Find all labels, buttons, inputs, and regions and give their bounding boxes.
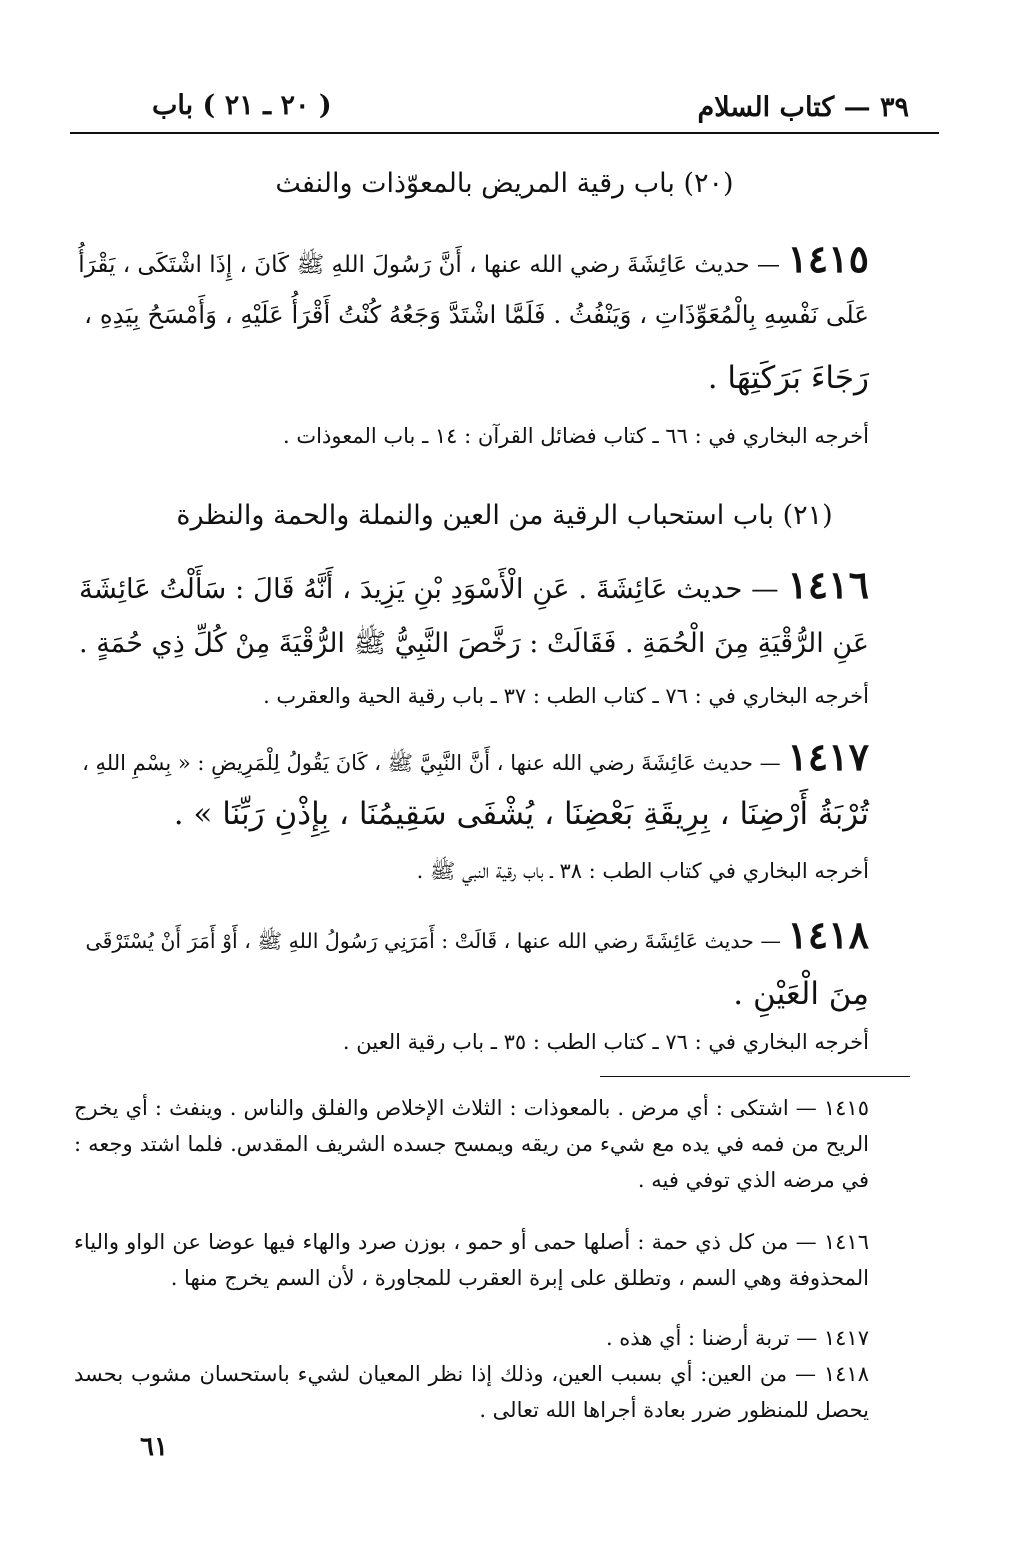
hadith-1415-line3: رَجَاءَ بَرَكَتِهَا . — [707, 360, 869, 396]
hadith-1415-line2: عَلَى نَفْسِهِ بِالْمُعَوِّذَاتِ ، وَيَنْفُثُ . فَلَمَّا اشْتَدَّ وَجَعُهُ كُنْتُ أَقْرَأُ عَلَيْهِ ، وَأَمْسَحُ بِيَدِهِ ، — [84, 300, 869, 329]
section-heading-20: (٢٠) باب رقية المريض بالمعوّذات والنفث — [275, 168, 734, 199]
hadith-1415-line1 — [78, 236, 869, 284]
section-heading-21: (٢١) باب استحباب الرقية من العين والنملة والحمة والنظرة — [176, 500, 833, 531]
book-title: ٣٩ — كتاب السلام — [697, 92, 909, 123]
chapter-range: ( ٢٠ ـ ٢١ ) باب — [152, 90, 332, 121]
hadith-text: — حديث عَائِشَةَ رضي الله عنها ، أَنَّ النَّبِيَّ ﷺ ، كَانَ يَقُولُ لِلْمَرِيضِ : « بِسْمِ اللهِ ، — [82, 751, 781, 775]
hadith-text: — حديث عَائِشَةَ . عَنِ الْأَسْوَدِ بْنِ يَزِيدَ ، أَنَّهُ قَالَ : سَأَلْتُ عَائِشَةَ — [79, 573, 779, 605]
hadith-1418-line1 — [78, 912, 869, 959]
hadith-number: ١٤١٨ — [787, 912, 869, 957]
hadith-1418-line2: مِنَ الْعَيْنِ . — [733, 976, 869, 1012]
hadith-number: ١٤١٦ — [787, 562, 869, 607]
hadith-text: — حديث عَائِشَةَ رضي الله عنها ، قَالَتْ : أَمَرَنِي رَسُولُ اللهِ ﷺ ، أَوْ أَمَرَ أَنْ يُسْتَرْقَى — [85, 929, 781, 953]
hadith-1417-line1 — [78, 734, 869, 781]
hadith-number: ١٤١٥ — [787, 236, 869, 281]
hadith-1418-source: أخرجه البخاري في : ٧٦ ـ كتاب الطب : ٣٥ ـ باب رقية العين . — [342, 1030, 869, 1054]
hadith-1416-line2: عَنِ الرُّقْيَةِ مِنَ الْحُمَةِ . فَقَالَتْ : رَخَّصَ النَّبِيُّ ﷺ الرُّقْيَةَ مِنْ كُلِّ ذِي حُمَةٍ . — [79, 628, 869, 659]
footnote-divider — [600, 1076, 910, 1077]
hadith-number: ١٤١٧ — [787, 734, 869, 779]
footnote-1415: ١٤١٥ — اشتكى : أي مرض . بالمعوذات : الثلاث الإخلاص والفلق والناس . وينفث : أي يخرج الريح من فمه في يده مع شيء من ريقه ويمسح جسده الشريف المقدس. فلما اشتد وجعه : في مرضه الذي توفي فيه . — [74, 1096, 869, 1192]
running-header — [70, 88, 939, 134]
hadith-1417-source: أخرجه البخاري في كتاب الطب : ٣٨ ـ باب رقية النبي ﷺ . — [416, 859, 869, 883]
hadith-text: — حديث عَائِشَةَ رضي الله عنها ، أَنَّ رَسُولَ اللهِ ﷺ كَانَ ، إِذَا اشْتَكَى ، يَقْرَأُ — [78, 252, 781, 278]
hadith-1416-source: أخرجه البخاري في : ٧٦ ـ كتاب الطب : ٣٧ ـ باب رقية الحية والعقرب . — [263, 684, 869, 708]
hadith-1416-line1 — [78, 562, 869, 607]
footnote-1418: ١٤١٨ — من العين: أي بسبب العين، وذلك إذا نظر المعيان لشيء باستحسان مشوب بحسد يحصل للمنظور ضرر بعادة أجراها الله تعالى . — [74, 1362, 869, 1422]
footnote-1417: ١٤١٧ — تربة أرضنا : أي هذه . — [605, 1326, 869, 1350]
footnote-1416: ١٤١٦ — من كل ذي حمة : أصلها حمى أو حمو ، بوزن صرد والهاء فيها عوضا عن الواو والياء المحذوفة وهي السم ، وتطلق على إبرة العقرب للمجاورة ، لأن السم يخرج منها . — [74, 1230, 869, 1290]
page-number: ٦١ — [140, 1432, 168, 1462]
hadith-1417-line2: تُرْبَةُ أَرْضِنَا ، بِرِيقَةِ بَعْضِنَا ، يُشْفَى سَقِيمُنَا ، بِإِذْنِ رَبِّنَا » . — [173, 796, 869, 832]
hadith-1415-source: أخرجه البخاري في : ٦٦ ـ كتاب فضائل القرآن : ١٤ ـ باب المعوذات . — [283, 424, 869, 448]
